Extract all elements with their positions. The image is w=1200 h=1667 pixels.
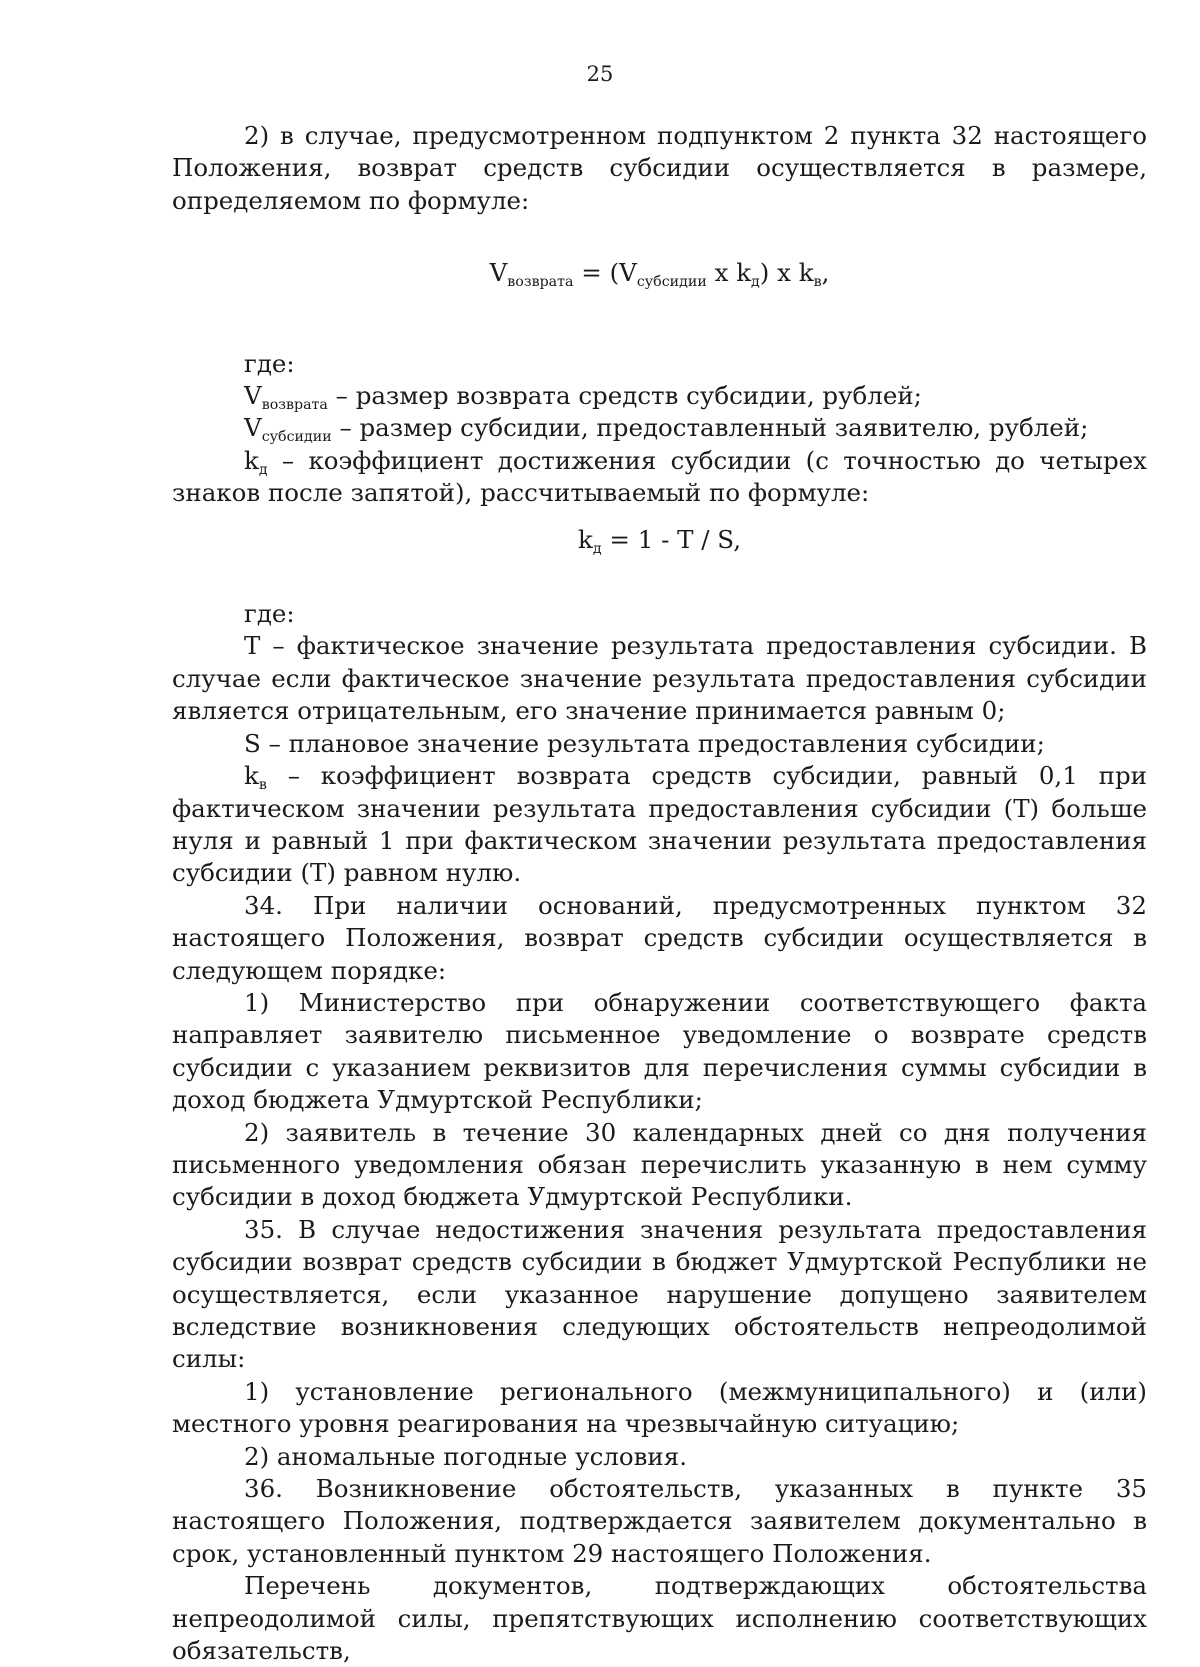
formula-return-amount: $V_{возврата} = (V_{субсидии}$ x $k_д$) x $k_в$, (489, 258, 830, 291)
page-number: 25 (586, 62, 614, 86)
paragraph-35-1: 1) установление регионального (межмуниципального) и (или) местного уровня реагирования на чрезвычайную ситуацию; (172, 1376, 1147, 1439)
paragraph-34: 34. При наличии оснований, предусмотренных пунктом 32 настоящего Положения, возврат средств субсидии осуществляется в следующем порядке: (172, 890, 1147, 985)
paragraph-subitem-2: 2) в случае, предусмотренном подпунктом 2 пункта 32 настоящего Положения, возврат средств субсидии осуществляется в размере, определяемом по формуле: (172, 121, 1147, 215)
paragraph-document-list: Перечень документов, подтверждающих обстоятельства непреодолимой силы, препятствующих исполнению соответствующих обязательств, (172, 1571, 1147, 1666)
definition-t: T – фактическое значение результата предоставления субсидии. В случае если фактическое значение результата предоставления субсидии является отрицательным, его значение принимается равным 0; (172, 631, 1147, 726)
definition-s: S – плановое значение результата предоставления субсидии; (244, 728, 1045, 758)
paragraph-34-2: 2) заявитель в течение 30 календарных дней со дня получения письменного уведомления обязан перечислить указанную в нем сумму субсидии в доход бюджета Удмуртской Республики. (172, 1117, 1147, 1212)
paragraph-36: 36. Возникновение обстоятельств, указанных в пункте 35 настоящего Положения, подтверждается заявителем документально в срок, установленный пунктом 29 настоящего Положения. (172, 1474, 1147, 1568)
definition-k-d: $k_д$ – коэффициент достижения субсидии (с точностью до четырех знаков после запятой), рассчитываемый по формуле: (172, 445, 1147, 508)
where-label-2: где: (244, 599, 295, 629)
paragraph-35-2: 2) аномальные погодные условия. (244, 1441, 687, 1471)
definition-v-subsidy: $V_{субсидии}$ – размер субсидии, предоставленный заявителю, рублей; (244, 413, 1089, 446)
definition-k-v: $k_в$ – коэффициент возврата средств субсидии, равный 0,1 при фактическом значении результата предоставления субсидии (T) больше нуля и равный 1 при фактическом значении результата предоставления субсидии (T) равном нулю. (172, 761, 1147, 888)
document-body (172, 120, 1147, 1667)
formula-k-d: $k_д = 1 - T / S$, (577, 524, 742, 557)
definition-v-return: $V_{возврата}$ – размер возврата средств субсидии, рублей; (244, 381, 922, 413)
paragraph-35: 35. В случае недостижения значения результата предоставления субсидии возврат средств субсидии в бюджет Удмуртской Республики не осуществляется, если указанное нарушение допущено заявителем вследствие возникновения следующих обстоятельств непреодолимой силы: (172, 1214, 1147, 1374)
paragraph-34-1: 1) Министерство при обнаружении соответствующего факта направляет заявителю письменное уведомление о возврате средств субсидии с указанием реквизитов для перечисления суммы субсидии в доход бюджета Удмуртской Республики; (172, 987, 1147, 1115)
where-label: где: (244, 348, 295, 378)
